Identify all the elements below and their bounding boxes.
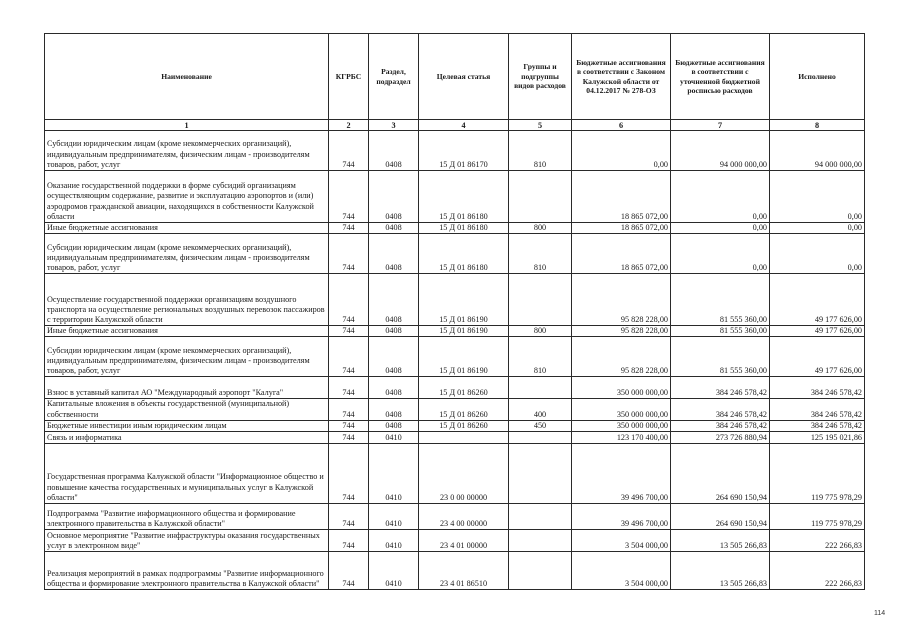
refined-amount-cell: 81 555 360,00 (671, 274, 770, 326)
target-cell (419, 432, 509, 444)
column-number: 2 (329, 120, 369, 131)
group-cell (509, 504, 572, 530)
executed-amount-cell: 125 195 021,86 (770, 432, 865, 444)
kgrbs-cell: 744 (329, 223, 369, 234)
row-name-cell: Подпрограмма "Развитие информационного общества и формирование электронного правительства в Калужской области" (45, 504, 329, 530)
table-row (45, 131, 865, 171)
executed-amount-cell: 119 775 978,29 (770, 504, 865, 530)
group-cell: 810 (509, 234, 572, 274)
row-name-cell: Субсидии юридическим лицам (кроме некоммерческих организаций), индивидуальным предпринимателям, физическим лицам - производителям товаров, работ, услуг (45, 337, 329, 377)
kgrbs-cell: 744 (329, 337, 369, 377)
section-cell: 0408 (369, 326, 419, 337)
law-amount-cell: 123 170 400,00 (572, 432, 671, 444)
target-cell: 15 Д 01 86180 (419, 223, 509, 234)
column-number: 6 (572, 120, 671, 131)
table-row (45, 432, 865, 444)
section-cell: 0408 (369, 274, 419, 326)
row-name-cell: Иные бюджетные ассигнования (45, 223, 329, 234)
law-amount-cell: 39 496 700,00 (572, 504, 671, 530)
section-cell: 0410 (369, 530, 419, 552)
section-cell: 0408 (369, 223, 419, 234)
row-name-cell: Взнос в уставный капитал АО "Международный аэропорт "Калуга" (45, 377, 329, 399)
table-row (45, 420, 865, 431)
section-cell: 0408 (369, 377, 419, 399)
law-amount-cell: 95 828 228,00 (572, 326, 671, 337)
table-row (45, 530, 865, 552)
table-row (45, 337, 865, 377)
table-row (45, 223, 865, 234)
header-section: Раздел, подраздел (369, 34, 419, 120)
executed-amount-cell: 0,00 (770, 223, 865, 234)
executed-amount-cell: 222 266,83 (770, 530, 865, 552)
table-row (45, 234, 865, 274)
refined-amount-cell: 264 690 150,94 (671, 504, 770, 530)
target-cell: 15 Д 01 86180 (419, 171, 509, 223)
row-name-cell: Оказание государственной поддержки в форме субсидий организациям осуществляющим содержание, развитие и эксплуатацию аэропортов и (или) аэродромов гражданской авиации, находящихся в собственности Калужской области (45, 171, 329, 223)
law-amount-cell: 18 865 072,00 (572, 223, 671, 234)
kgrbs-cell: 744 (329, 377, 369, 399)
column-number: 4 (419, 120, 509, 131)
header-kgrbs: КГРБС (329, 34, 369, 120)
target-cell: 15 Д 01 86190 (419, 274, 509, 326)
header-name: Наименование (45, 34, 329, 120)
group-cell (509, 171, 572, 223)
section-cell: 0410 (369, 552, 419, 590)
kgrbs-cell: 744 (329, 274, 369, 326)
section-cell: 0408 (369, 399, 419, 420)
kgrbs-cell: 744 (329, 131, 369, 171)
law-amount-cell: 350 000 000,00 (572, 399, 671, 420)
group-cell (509, 552, 572, 590)
row-name-cell: Иные бюджетные ассигнования (45, 326, 329, 337)
row-name-cell: Капитальные вложения в объекты государственной (муниципальной) собственности (45, 399, 329, 420)
group-cell: 450 (509, 420, 572, 431)
refined-amount-cell: 384 246 578,42 (671, 399, 770, 420)
kgrbs-cell: 744 (329, 432, 369, 444)
executed-amount-cell: 0,00 (770, 171, 865, 223)
law-amount-cell: 95 828 228,00 (572, 274, 671, 326)
target-cell: 15 Д 01 86260 (419, 420, 509, 431)
column-number: 1 (45, 120, 329, 131)
header-executed: Исполнено (770, 34, 865, 120)
refined-amount-cell: 0,00 (671, 171, 770, 223)
header-target: Целевая статья (419, 34, 509, 120)
refined-amount-cell: 0,00 (671, 234, 770, 274)
table-body (45, 131, 865, 590)
refined-amount-cell: 264 690 150,94 (671, 444, 770, 504)
table-row (45, 326, 865, 337)
law-amount-cell: 39 496 700,00 (572, 444, 671, 504)
kgrbs-cell: 744 (329, 444, 369, 504)
header-budget-law: Бюджетные ассигнования в соответствии с Законом Калужской области от 04.12.2017 № 278-ОЗ (572, 34, 671, 120)
kgrbs-cell: 744 (329, 171, 369, 223)
table-row (45, 444, 865, 504)
target-cell: 15 Д 01 86260 (419, 399, 509, 420)
executed-amount-cell: 49 177 626,00 (770, 274, 865, 326)
law-amount-cell: 95 828 228,00 (572, 337, 671, 377)
refined-amount-cell: 384 246 578,42 (671, 377, 770, 399)
executed-amount-cell: 0,00 (770, 234, 865, 274)
row-name-cell: Осуществление государственной поддержки организациям воздушного транспорта на осуществление региональных воздушных перевозок пассажиров с территории Калужской области (45, 274, 329, 326)
column-number: 7 (671, 120, 770, 131)
executed-amount-cell: 222 266,83 (770, 552, 865, 590)
row-name-cell: Реализация мероприятий в рамках подпрограммы "Развитие информационного общества и формирование электронного правительства в Калужской области" (45, 552, 329, 590)
row-name-cell: Бюджетные инвестиции иным юридическим лицам (45, 420, 329, 431)
section-cell: 0408 (369, 337, 419, 377)
refined-amount-cell: 0,00 (671, 223, 770, 234)
column-number: 5 (509, 120, 572, 131)
law-amount-cell: 350 000 000,00 (572, 420, 671, 431)
executed-amount-cell: 384 246 578,42 (770, 420, 865, 431)
column-number: 8 (770, 120, 865, 131)
target-cell: 15 Д 01 86260 (419, 377, 509, 399)
group-cell (509, 530, 572, 552)
refined-amount-cell: 81 555 360,00 (671, 326, 770, 337)
section-cell: 0408 (369, 131, 419, 171)
group-cell (509, 274, 572, 326)
refined-amount-cell: 94 000 000,00 (671, 131, 770, 171)
group-cell (509, 444, 572, 504)
target-cell: 15 Д 01 86190 (419, 326, 509, 337)
target-cell: 15 Д 01 86170 (419, 131, 509, 171)
kgrbs-cell: 744 (329, 326, 369, 337)
section-cell: 0410 (369, 504, 419, 530)
header-row (45, 34, 865, 120)
group-cell: 400 (509, 399, 572, 420)
executed-amount-cell: 94 000 000,00 (770, 131, 865, 171)
executed-amount-cell: 384 246 578,42 (770, 399, 865, 420)
section-cell: 0408 (369, 171, 419, 223)
law-amount-cell: 18 865 072,00 (572, 234, 671, 274)
refined-amount-cell: 81 555 360,00 (671, 337, 770, 377)
group-cell: 810 (509, 131, 572, 171)
group-cell (509, 377, 572, 399)
law-amount-cell: 0,00 (572, 131, 671, 171)
row-name-cell: Субсидии юридическим лицам (кроме некоммерческих организаций), индивидуальным предпринимателям, физическим лицам - производителям товаров, работ, услуг (45, 234, 329, 274)
refined-amount-cell: 384 246 578,42 (671, 420, 770, 431)
budget-table (44, 33, 865, 590)
section-cell: 0410 (369, 444, 419, 504)
refined-amount-cell: 13 505 266,83 (671, 552, 770, 590)
table-row (45, 504, 865, 530)
kgrbs-cell: 744 (329, 530, 369, 552)
executed-amount-cell: 49 177 626,00 (770, 326, 865, 337)
target-cell: 23 4 01 86510 (419, 552, 509, 590)
table-row (45, 171, 865, 223)
kgrbs-cell: 744 (329, 234, 369, 274)
law-amount-cell: 350 000 000,00 (572, 377, 671, 399)
kgrbs-cell: 744 (329, 504, 369, 530)
section-cell: 0408 (369, 234, 419, 274)
kgrbs-cell: 744 (329, 420, 369, 431)
table-row (45, 552, 865, 590)
section-cell: 0408 (369, 420, 419, 431)
column-number-row (45, 120, 865, 131)
refined-amount-cell: 13 505 266,83 (671, 530, 770, 552)
law-amount-cell: 3 504 000,00 (572, 530, 671, 552)
target-cell: 23 0 00 00000 (419, 444, 509, 504)
row-name-cell: Государственная программа Калужской области "Информационное общество и повышение качества государственных и муниципальных услуг в Калужской области" (45, 444, 329, 504)
row-name-cell: Основное мероприятие "Развитие инфраструктуры оказания государственных услуг в электронном виде" (45, 530, 329, 552)
target-cell: 23 4 01 00000 (419, 530, 509, 552)
refined-amount-cell: 273 726 880,94 (671, 432, 770, 444)
table-row (45, 399, 865, 420)
header-budget-refined: Бюджетные ассигнования в соответствии с уточненной бюджетной росписью расходов (671, 34, 770, 120)
section-cell: 0410 (369, 432, 419, 444)
law-amount-cell: 18 865 072,00 (572, 171, 671, 223)
row-name-cell: Связь и информатика (45, 432, 329, 444)
executed-amount-cell: 384 246 578,42 (770, 377, 865, 399)
page-number: 114 (874, 610, 886, 617)
row-name-cell: Субсидии юридическим лицам (кроме некоммерческих организаций), индивидуальным предпринимателям, физическим лицам - производителям товаров, работ, услуг (45, 131, 329, 171)
law-amount-cell: 3 504 000,00 (572, 552, 671, 590)
table-row (45, 377, 865, 399)
group-cell: 800 (509, 223, 572, 234)
kgrbs-cell: 744 (329, 399, 369, 420)
group-cell (509, 432, 572, 444)
group-cell: 800 (509, 326, 572, 337)
table-row (45, 274, 865, 326)
column-number: 3 (369, 120, 419, 131)
group-cell: 810 (509, 337, 572, 377)
executed-amount-cell: 49 177 626,00 (770, 337, 865, 377)
target-cell: 15 Д 01 86180 (419, 234, 509, 274)
target-cell: 23 4 00 00000 (419, 504, 509, 530)
target-cell: 15 Д 01 86190 (419, 337, 509, 377)
executed-amount-cell: 119 775 978,29 (770, 444, 865, 504)
kgrbs-cell: 744 (329, 552, 369, 590)
header-groups: Группы и подгруппы видов расходов (509, 34, 572, 120)
